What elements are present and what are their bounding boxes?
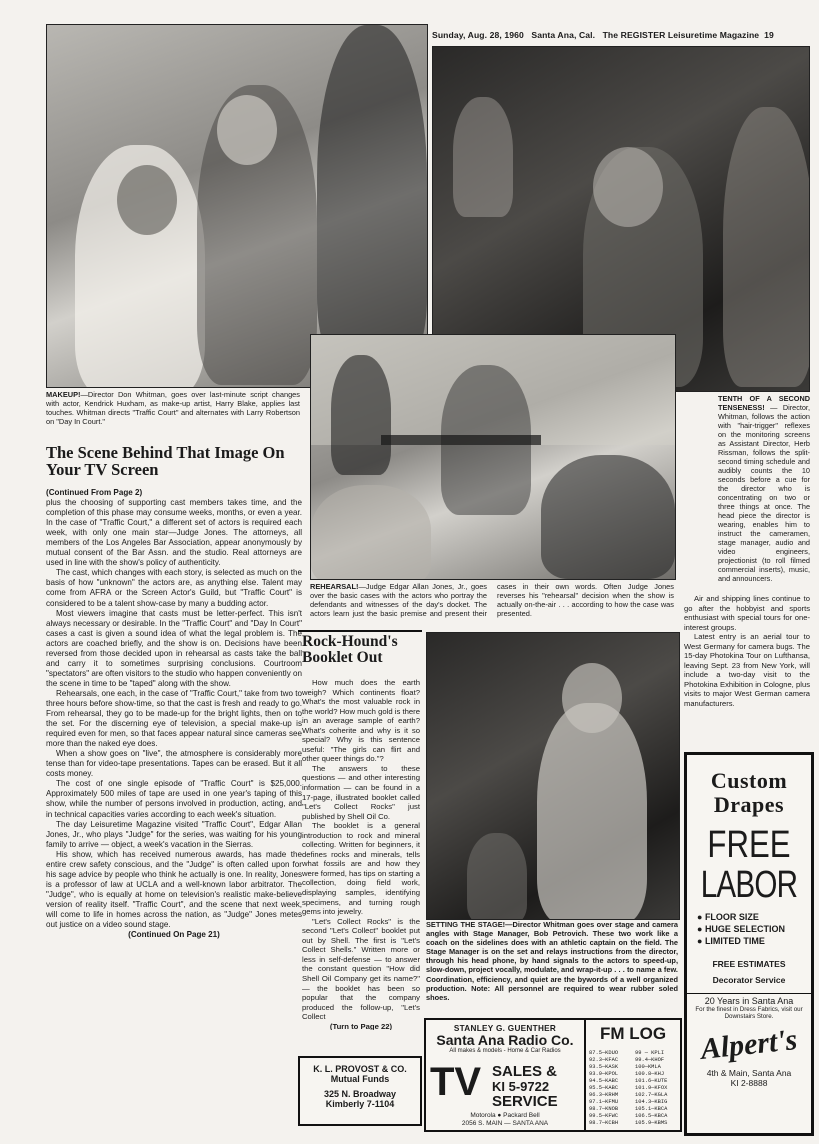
fm-station: 100.8—KHJ	[635, 1071, 665, 1077]
fm-log-column	[589, 1050, 634, 1127]
radio-owner: STANLEY G. GUENTHER	[453, 1024, 557, 1033]
rock-continued: (Turn to Page 22)	[329, 1021, 393, 1030]
caption-rehearsal	[310, 582, 674, 626]
fm-station: 92.3—KFAC	[589, 1057, 619, 1063]
caption-makeup-text: —Director Don Whitman, goes over last-minute script changes with actor, Kendrick Huxham, as make-up artist, Harry Blake, applies last touches. Whitman directs "Traffic Court" and alternates with Larry Robertson on "Day In Court."	[46, 390, 300, 427]
main-paragraph: When a show goes on "live", the atmosphere is considerably more tense than for video-tape presentations. Tapes can be erased. But it all costs money.	[46, 749, 302, 779]
caption-makeup	[46, 390, 300, 440]
caption-tenth	[718, 394, 810, 586]
rock-paragraph: How much does the earth weigh? Which continents float? What's the most valuable rock in the world? How much gold is there in an average sample of earth? What's coherite and why is it so special? Why is this sentence useful: "The girls can flirt and other queer things do."?	[302, 678, 420, 764]
fm-station: 105.1—KBCA	[635, 1106, 668, 1112]
header-location: Santa Ana, Cal.	[531, 30, 596, 40]
radio-tagline: All makes & models - Home & Car Radios	[449, 1048, 561, 1054]
caption-tenth-lead: TENTH OF A SECOND TENSENESS!	[718, 394, 810, 412]
caption-setting-stage	[426, 920, 678, 1014]
air-paragraph: Latest entry is an aerial tour to West Germany for camera bugs. The 15-day Photokina Tour on Lufthansa, leaving Sept. 23 from New York, will include a two-day visit to the Photokina Exhibition in Cologne, plus visits to major West German camera manufacturers.	[684, 632, 810, 708]
alperts-address: 4th & Main, Santa Ana	[706, 1068, 792, 1078]
page-header	[432, 30, 808, 42]
main-headline: The Scene Behind That Image On Your TV Screen	[46, 443, 285, 480]
alperts-phone: KI 2-8888	[730, 1078, 768, 1088]
fm-station: 98.7—KNOB	[589, 1106, 619, 1112]
fm-station: 102.7—KGLA	[635, 1092, 668, 1098]
provost-line2: Mutual Funds	[330, 1074, 390, 1084]
drapes-title-2: Drapes	[713, 792, 785, 817]
drapes-bullet: ● FLOOR SIZE	[697, 912, 759, 922]
main-paragraph: The cast, which changes with each story, is selected as much on the basis of how "unknown" the actors are, as anything else. Talent may come from AFRA or the Screen Actor's Guild, but "Traffic Court" is considered to be a talent show-case by many a budding actor.	[46, 568, 302, 608]
provost-phone: Kimberly 7-1104	[325, 1099, 395, 1109]
ad-custom-drapes	[684, 752, 814, 1136]
fm-station: 101.9—KFOX	[635, 1085, 668, 1091]
caption-rehearsal-lead: REHEARSAL!	[310, 582, 359, 591]
fm-log-column	[635, 1050, 680, 1127]
radio-tv: TV	[430, 1060, 482, 1104]
ad-provost	[298, 1056, 422, 1126]
main-article-body	[46, 488, 302, 1124]
fm-station: 95.5—KABC	[589, 1085, 619, 1091]
main-paragraph: The day Leisuretime Magazine visited "Traffic Court", Edgar Allan Jones, Jr., who plays "Judge" for the series, was waiting for his young family to arrive — object, a week's vacation in the Sierras.	[46, 819, 302, 849]
photo-setting-stage	[426, 632, 680, 920]
main-paragraph: The cost of one single episode of "Traffic Court" is $25,000. Approximately 500 miles of tape are used in one year's taping of this show, while the number of persons involved in production, acting, and in technical capacities varies according to each week's situation.	[46, 779, 302, 819]
provost-address: 325 N. Broadway	[323, 1089, 397, 1099]
drapes-bullet: ● LIMITED TIME	[697, 936, 765, 946]
fm-station: 106.5—KBCA	[635, 1113, 668, 1119]
drapes-bullets	[697, 911, 811, 947]
rock-paragraph: The booklet is a general introduction to rock and mineral collecting. Written for beginners, it defines rocks and minerals, tells what fossils are and how they were formed, has tips on starting a collection, doing field work, displaying samples, identifying specimens, and turning rough gems into jewelry.	[302, 821, 420, 917]
radio-service: SERVICE	[492, 1093, 558, 1110]
rock-article-body	[302, 678, 420, 1030]
ad-santa-ana-radio	[424, 1018, 682, 1132]
main-paragraph: Rehearsals, one each, in the case of "Traffic Court," take from two to three hours before show-time, so that the cast is fresh and ready to go. From rehearsal, they go to be made-up for the bright lights, then on to the set. For the discerning eye of television, a special make-up is required even for men, so that faces appear natural since cameras see more than the naked eye does.	[46, 688, 302, 749]
caption-tenth-text: — Director, Whitman, follows the action with "hair-trigger" reflexes on the monitoring screens as Assistant Director, Herb Rissman, follows the split-second timing schedule and audibly counts the 10 seconds before a cue for the director who is concentrating on two or three things at once. The head piece the director is wearing, enables him to instruct the cameramen, stage manager, audio and video engineers, projectionist (to roll filmed commercial inserts), music, and announcers.	[718, 403, 810, 583]
continued-from: (Continued From Page 2)	[46, 488, 143, 497]
fm-log-title: FM LOG	[599, 1024, 667, 1043]
air-paragraph: Air and shipping lines continue to go after the hobbyist and sports enthusiast with special tours for one-interest groups.	[684, 594, 810, 632]
fm-station: 93.9—KPOL	[589, 1071, 619, 1077]
drapes-estimates: FREE ESTIMATES	[712, 959, 786, 969]
drapes-title-1: Custom	[710, 768, 788, 793]
main-paragraph: Most viewers imagine that casts must be letter-perfect. This isn't always necessary or desirable. In the "Traffic Court" and "Day In Court" cases a cast is given a sound idea of what the legal problem is. The actors are coached briefly, and the show is on. Decisions have been reversed from those decided upon in rehearsal as casts take the ball and carry it to sometimes surprising conclusions. Courtroom "spectators" are often visitors to the studio who happen conveniently on the scene in time to be "taped" along with the show.	[46, 608, 302, 688]
provost-name: K. L. PROVOST & CO.	[313, 1064, 407, 1074]
rock-headline: Rock-Hound's Booklet Out	[302, 633, 398, 667]
radio-brands: Motorola ● Packard Bell	[470, 1112, 540, 1119]
fm-station: 99 — KPLI	[635, 1050, 665, 1056]
header-publication: The REGISTER Leisuretime Magazine	[602, 30, 760, 40]
rock-headline-box	[298, 630, 422, 676]
fm-station: 93.5—KASK	[589, 1064, 619, 1070]
air-article-body	[684, 594, 810, 750]
continued-on: (Continued On Page 21)	[128, 930, 220, 940]
drapes-service: Decorator Service	[712, 975, 786, 985]
header-dateline: Sunday, Aug. 28, 1960	[432, 30, 524, 40]
fm-station: 105.9—KBMS	[635, 1120, 668, 1126]
radio-phone: KI 5-9722	[492, 1079, 550, 1094]
drapes-labor: LABOR	[700, 864, 798, 906]
caption-makeup-lead: MAKEUP!	[46, 390, 81, 399]
fm-station: 100—KMLA	[635, 1064, 661, 1070]
fm-station: 104.3—KBIG	[635, 1099, 668, 1105]
fm-station: 94.5—KABC	[589, 1078, 619, 1084]
caption-stage-lead: SETTING THE STAGE!	[426, 920, 506, 929]
header-page-number: 19	[764, 30, 774, 40]
fm-station: 99.5—KFWC	[589, 1113, 619, 1119]
drapes-years: 20 Years in Santa Ana	[687, 993, 811, 1006]
fm-station: 97.1—KFMU	[589, 1099, 619, 1105]
caption-stage-text: —Director Whitman goes over stage and camera angles with Stage Manager, Bob Petrovich. These two work like a coach on the sidelines does with an athletic captain on the field. The Stage Manager is on the set and relays instructions from the director, through his head phone, by hand signals to the actors to speed-up, slow-down, project vocally, modulate, and wrap-it-up . . . to name a few. Coordination, efficiency, and quiet are the bywords of a well organized production. Note: All personnel are required to wear rubber soled shoes.	[426, 920, 678, 1002]
fm-station: 99.4—KHOF	[635, 1057, 665, 1063]
fm-log	[586, 1020, 680, 1130]
main-paragraph: His show, which has received numerous awards, has made the entire crew safety conscious, and the "Judge" is often called upon for his sage advice by people who think he actually is one. In reality, Jones is a professor of law at UCLA and a well-known labor arbitrator. The "Judge", who is equally at home on television's realistic make-believe version of reality itself. "Traffic Court", and the scene that next week, will come to life in homes across the nation, as "Judge" Jones metes out justice on a video sound stage.	[46, 849, 302, 930]
alperts-logo: Alpert's	[699, 1023, 799, 1066]
radio-left	[426, 1020, 586, 1130]
drapes-finest: For the finest in Dress Fabrics, visit our Downstairs Store.	[695, 1006, 803, 1020]
drapes-free: FREE	[707, 824, 791, 866]
drapes-bullet: ● HUGE SELECTION	[697, 924, 785, 934]
main-paragraph: plus the choosing of supporting cast members takes time, and the completion of this phase may consume weeks, months, or even a year. In the case of "Traffic Court," a different set of actors is required each week, with only one main star—Judge Jones. The attorneys, all members of the Los Angeles Bar Association, appear anonymously by mutual consent of the Bar Assn. and the studio. Real attorneys are used in line with the show's policy of authenticity.	[46, 498, 302, 568]
fm-station: 96.3—KRHM	[589, 1092, 619, 1098]
fm-station: 98.7—KCBH	[589, 1120, 619, 1126]
photo-rehearsal	[310, 334, 676, 580]
radio-sales: SALES &	[492, 1063, 558, 1080]
rock-paragraph: The answers to these questions — and other interesting information — can be found in a 17-page, illustrated booklet called "Let's Collect Rocks" just published by Shell Oil Co.	[302, 763, 420, 821]
caption-rehearsal-text: —Judge Edgar Allan Jones, Jr., goes over the basic cases with the actors who portray the defendants and witnesses of the day's docket. The actors learn just the basic premise and present their cases in their own words. Often Judge Jones reverses his "rehearsal" decision when the show is actually on-the-air . . . according to how the case was presented.	[310, 582, 674, 619]
radio-address: 2056 S. MAIN — SANTA ANA	[461, 1120, 549, 1127]
fm-station: 101.6—KUTE	[635, 1078, 668, 1084]
radio-company: Santa Ana Radio Co.	[436, 1032, 574, 1048]
fm-station: 87.5—KDUO	[589, 1050, 619, 1056]
rock-paragraph: "Let's Collect Rocks" is the second "Let's Collect" booklet put out by Shell. The first is "Let's Collect Shells." Written more or less in self-defense — to answer the constant question "How did Shell Oil Company get its name?" — the booklet has been so popular that the company produced the follow-up, "Let's Collect	[302, 916, 420, 1022]
